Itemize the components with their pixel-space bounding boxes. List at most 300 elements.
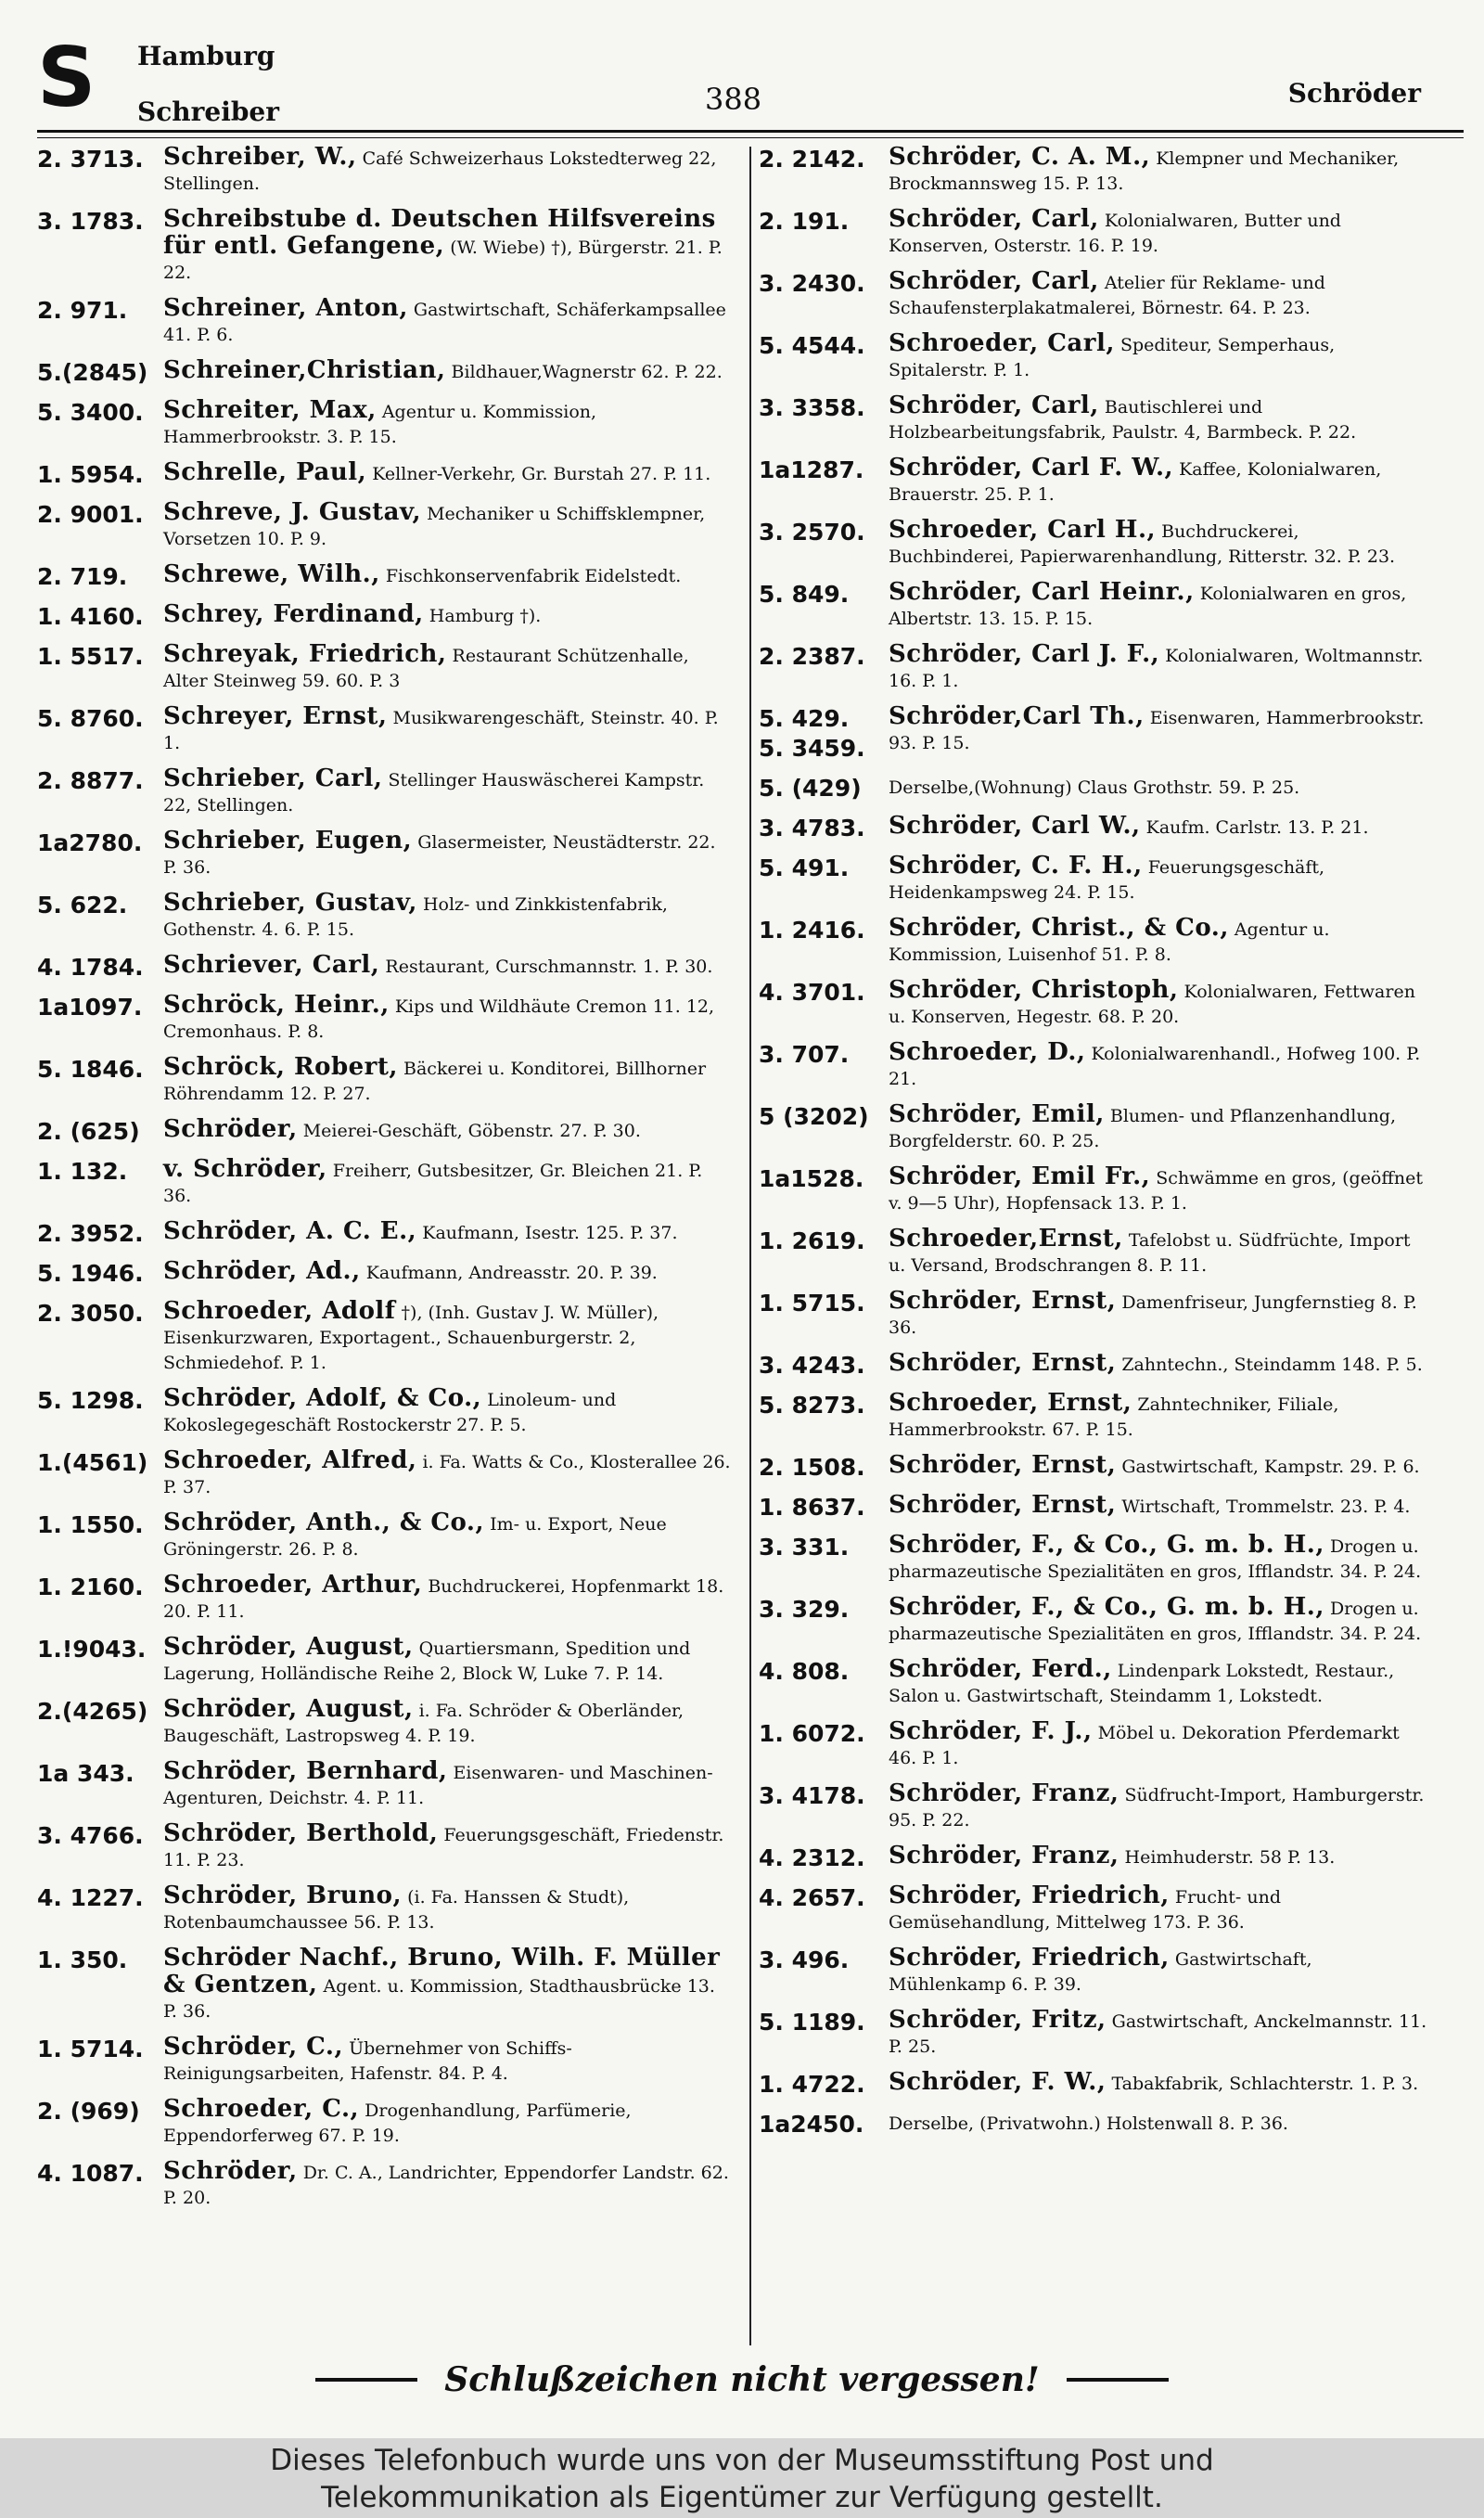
entry-text xyxy=(163,829,733,880)
subscriber-details: Drogenhandlung, Parfümerie, Eppendorferweg 67. P. 19. xyxy=(163,2100,632,2146)
phone-number: 2. 191. xyxy=(759,208,850,235)
phone-number: 1a2780. xyxy=(37,829,143,856)
directory-entry xyxy=(37,891,733,943)
subscriber-details: Heimhuderstr. 58 P. 13. xyxy=(1124,1847,1336,1868)
subscriber-name: Schroeder, Carl H., xyxy=(889,516,1157,544)
phone-number: 2. 3050. xyxy=(37,1300,144,1327)
entry-text xyxy=(889,1164,1428,1216)
subscriber-details: Gastwirtschaft, Kampstr. 29. P. 6. xyxy=(1121,1457,1420,1477)
directory-entry xyxy=(759,916,1428,968)
entry-text xyxy=(889,1102,1428,1154)
entry-text xyxy=(163,602,733,629)
subscriber-name: Schroeder, Adolf xyxy=(163,1297,396,1325)
phone-number: 1. 1550. xyxy=(37,1511,144,1538)
subscriber-name: Schreiber, W., xyxy=(163,145,357,171)
entry-text xyxy=(889,1351,1428,1378)
subscriber-details: Bäckerei u. Konditorei, Billhorner Röhrendamm 12. P. 27. xyxy=(163,1059,707,1104)
phone-number: 4. 3701. xyxy=(759,979,865,1006)
subscriber-details: Musikwarengeschäft, Steinstr. 40. P. 1. xyxy=(163,708,719,753)
subscriber-name: Schröder, xyxy=(163,1115,298,1143)
phone-number: 1. 2619. xyxy=(759,1227,865,1254)
entry-text xyxy=(163,460,733,487)
subscriber-details: Damenfriseur, Jungfernstieg 8. P. 36. xyxy=(889,1292,1417,1338)
subscriber-details: Kips und Wildhäute Cremon 11. 12, Cremonhaus. P. 8. xyxy=(163,996,715,1042)
directory-entry xyxy=(759,774,1428,803)
subscriber-name: Schröder, Bernhard, xyxy=(163,1757,448,1785)
subscriber-name: Schröder, C. A. M., xyxy=(889,145,1151,171)
directory-entry xyxy=(37,1259,733,1289)
phone-number: 1. 350. xyxy=(37,1946,128,1973)
subscriber-details: i. Fa. Watts & Co., Klosterallee 26. P. 37. xyxy=(163,1452,731,1497)
entry-text xyxy=(163,1117,733,1144)
phone-number: 1.(4561) xyxy=(37,1449,148,1476)
directory-entry xyxy=(759,1844,1428,1873)
directory-entry xyxy=(37,602,733,632)
subscriber-details: Glasermeister, Neustädterstr. 22. P. 36. xyxy=(163,832,716,878)
subscriber-details: Linoleum- und Kokoslegegeschäft Rostockerstr 27. P. 5. xyxy=(163,1390,617,1435)
subscriber-name: Schröder, Carl, xyxy=(889,205,1099,233)
directory-entry xyxy=(759,642,1428,694)
last-catchword: Schröder xyxy=(1287,78,1421,109)
phone-number: 1a1528. xyxy=(759,1165,864,1192)
phone-number: 1a2450. xyxy=(759,2111,864,2138)
entry-text xyxy=(163,1157,733,1209)
phone-number: 4. 1784. xyxy=(37,954,144,981)
phone-number: 2. 3713. xyxy=(37,146,144,173)
phone-number: 5. 4544. xyxy=(759,332,865,359)
subscriber-details: Kellner-Verkehr, Gr. Burstah 27. P. 11. xyxy=(372,464,711,484)
entry-text xyxy=(889,1844,1428,1870)
entry-text xyxy=(889,2110,1428,2137)
subscriber-name: Schrieber, Gustav, xyxy=(163,889,417,917)
subscriber-details: Eisenwaren, Hammerbrookstr. 93. P. 15. xyxy=(889,708,1425,753)
subscriber-details: (W. Wiebe) †), Bürgerstr. 21. P. 22. xyxy=(163,238,723,283)
directory-entry xyxy=(759,2070,1428,2100)
directory-entry xyxy=(37,562,733,592)
directory-entry xyxy=(37,1157,733,1209)
subscriber-details: Kolonialwarenhandl., Hofweg 100. P. 21. xyxy=(889,1044,1421,1089)
phone-number: 3. 3358. xyxy=(759,394,865,421)
phone-number: 5. 849. xyxy=(759,581,850,608)
directory-entry xyxy=(759,1453,1428,1483)
directory-entry xyxy=(37,145,733,197)
directory-entry xyxy=(37,953,733,983)
directory-entry xyxy=(37,829,733,880)
subscriber-details: Derselbe, (Privatwohn.) Holstenwall 8. P. 36. xyxy=(889,2113,1288,2134)
subscriber-name: Schreiner,Christian, xyxy=(163,356,446,384)
subscriber-name: Schröder, Ernst, xyxy=(889,1349,1117,1377)
directory-entry xyxy=(759,331,1428,383)
subscriber-details: i. Fa. Schröder & Oberländer, Baugeschäft, Lastropsweg 4. P. 19. xyxy=(163,1701,684,1746)
subscriber-details: †), (Inh. Gustav J. W. Müller), Eisenkurzwaren, Exportagent., Schauenburgerstr. 2, Schmiedehof. P. 1. xyxy=(163,1303,659,1373)
directory-entry xyxy=(37,460,733,490)
entry-text xyxy=(889,145,1428,197)
entry-text xyxy=(889,269,1428,321)
directory-entry xyxy=(759,1391,1428,1443)
subscriber-name: Schröder, Carl Heinr., xyxy=(889,578,1195,606)
entry-text xyxy=(889,1719,1428,1771)
subscriber-name: Schröder, xyxy=(163,2157,298,2185)
subscriber-details: Buchdruckerei, Hopfenmarkt 18. 20. P. 11. xyxy=(163,1576,724,1622)
first-catchword: Schreiber xyxy=(137,96,279,127)
subscriber-name: Schreve, J. Gustav, xyxy=(163,498,422,526)
entry-text xyxy=(889,393,1428,445)
entry-text xyxy=(889,1289,1428,1341)
subscriber-details: Feuerungsgeschäft, Friedenstr. 11. P. 23. xyxy=(163,1825,724,1870)
entry-text xyxy=(163,1386,733,1438)
entry-text xyxy=(163,766,733,818)
directory-entry xyxy=(759,1883,1428,1935)
subscriber-details: Buchdruckerei, Buchbinderei, Papierwarenhandlung, Ritterstr. 32. P. 23. xyxy=(889,521,1396,567)
left-column xyxy=(37,145,733,2334)
directory-entry xyxy=(37,993,733,1045)
phone-number: 3. 329. xyxy=(759,1596,850,1623)
subscriber-name: Schröder, Emil, xyxy=(889,1100,1105,1128)
subscriber-details: Hamburg †). xyxy=(429,606,542,626)
entry-text xyxy=(889,456,1428,507)
entry-text xyxy=(889,2070,1428,2097)
subscriber-name: Schröder, Bruno, xyxy=(163,1882,403,1909)
page-number: 388 xyxy=(705,82,762,117)
entry-text xyxy=(163,562,733,589)
phone-number: 2. (969) xyxy=(37,2098,140,2125)
subscriber-details: Freiherr, Gutsbesitzer, Gr. Bleichen 21. P. 36. xyxy=(163,1161,703,1206)
subscriber-details: (i. Fa. Hanssen & Studt), Rotenbaumchaussee 56. P. 13. xyxy=(163,1887,630,1933)
entry-text xyxy=(889,854,1428,906)
directory-entry xyxy=(37,1946,733,2024)
subscriber-details: Atelier für Reklame- und Schaufensterplakatmalerei, Börnestr. 64. P. 23. xyxy=(889,273,1325,318)
phone-number: 1. 4722. xyxy=(759,2071,865,2098)
entry-text xyxy=(163,1448,733,1500)
directory-entry xyxy=(37,1883,733,1935)
phone-number: 4. 1087. xyxy=(37,2160,144,2187)
subscriber-name: Schröder, Friedrich, xyxy=(889,1882,1170,1909)
phone-number: 1. 8637. xyxy=(759,1494,865,1521)
subscriber-details: Zahntechniker, Filiale, Hammerbrookstr. 67. P. 15. xyxy=(889,1394,1339,1440)
phone-number: 3. 331. xyxy=(759,1534,850,1561)
directory-entry xyxy=(37,704,733,756)
entry-text xyxy=(163,2035,733,2087)
directory-entry xyxy=(37,398,733,450)
directory-entry xyxy=(759,1595,1428,1647)
entry-text xyxy=(163,296,733,348)
subscriber-name: Schröder, F., & Co., G. m. b. H., xyxy=(889,1593,1324,1621)
directory-entry xyxy=(37,1759,733,1811)
subscriber-name: Schroeder, Arthur, xyxy=(163,1571,423,1599)
phone-number: 2. 2142. xyxy=(759,146,865,173)
subscriber-details: Agentur u. Kommission, Hammerbrookstr. 3. P. 15. xyxy=(163,402,597,447)
subscriber-details: Drogen u. pharmazeutische Spezialitäten en gros, Ifflandstr. 34. P. 24. xyxy=(889,1599,1422,1644)
right-column xyxy=(759,145,1428,2334)
subscriber-name: Schröder, Ernst, xyxy=(889,1491,1117,1519)
directory-entry xyxy=(759,518,1428,570)
phone-number: 1a 343. xyxy=(37,1760,134,1787)
subscriber-details: Südfrucht-Import, Hamburgerstr. 95. P. 22. xyxy=(889,1785,1425,1831)
entry-text xyxy=(889,1883,1428,1935)
directory-entry xyxy=(37,1386,733,1438)
subscriber-name: Schröder, Christ., & Co., xyxy=(889,914,1229,942)
entry-text xyxy=(163,993,733,1045)
subscriber-name: Schröder, Fritz, xyxy=(889,2006,1107,2034)
subscriber-name: Schröder, A. C. E., xyxy=(163,1217,417,1245)
phone-number: 4. 2657. xyxy=(759,1884,865,1911)
phone-number: 3. 1783. xyxy=(37,208,144,235)
subscriber-details: Tabakfabrik, Schlachterstr. 1. P. 3. xyxy=(1111,2074,1419,2094)
slogan-rule-left xyxy=(315,2378,417,2382)
subscriber-name: Schröder, Friedrich, xyxy=(889,1944,1170,1972)
subscriber-name: Schröder, Carl, xyxy=(889,267,1099,295)
subscriber-details: Fischkonservenfabrik Eidelstedt. xyxy=(385,566,682,586)
directory-entry xyxy=(37,642,733,694)
phone-number: 1. 5715. xyxy=(759,1290,865,1317)
subscriber-name: Schrelle, Paul, xyxy=(163,458,367,486)
directory-entry xyxy=(37,1510,733,1562)
directory-entry xyxy=(759,1719,1428,1771)
phone-number: 2. (625) xyxy=(37,1118,140,1145)
phone-number: 5. 1846. xyxy=(37,1056,144,1083)
subscriber-details: Restaurant Schützenhalle, Alter Steinweg 59. 60. P. 3 xyxy=(163,646,689,691)
phone-number: 5. (429) xyxy=(759,775,862,802)
subscriber-name: Schröder, Anth., & Co., xyxy=(163,1509,485,1536)
subscriber-details: Drogen u. pharmazeutische Spezialitäten en gros, Ifflandstr. 34. P. 24. xyxy=(889,1536,1422,1582)
page-header xyxy=(0,0,1484,148)
subscriber-name: Schroeder,Ernst, xyxy=(889,1225,1123,1253)
subscriber-name: Schröder, Ferd., xyxy=(889,1655,1112,1683)
phone-number: 2. 971. xyxy=(37,297,128,324)
subscriber-details: Kaufmann, Andreasstr. 20. P. 39. xyxy=(365,1263,658,1283)
directory-entry xyxy=(759,456,1428,507)
directory-entry xyxy=(37,1573,733,1625)
directory-entry xyxy=(759,1040,1428,1092)
entry-text xyxy=(163,1259,733,1286)
notice-line-1: Dieses Telefonbuch wurde uns von der Museumsstiftung Post und xyxy=(270,2444,1214,2477)
subscriber-name: Schröder Nachf., Bruno, Wilh. F. Müller & Gentzen, xyxy=(163,1944,721,1998)
phone-number: 5. 622. xyxy=(37,892,128,919)
subscriber-name: Schröder, Emil Fr., xyxy=(889,1163,1151,1190)
directory-entry xyxy=(37,2035,733,2087)
directory-entry xyxy=(759,1781,1428,1833)
subscriber-details: Wirtschaft, Trommelstr. 23. P. 4. xyxy=(1121,1497,1411,1517)
subscriber-details: Gastwirtschaft, Anckelmannstr. 11. P. 25. xyxy=(889,2011,1427,2057)
entry-text xyxy=(889,1946,1428,1998)
subscriber-details: Holz- und Zinkkistenfabrik, Gothenstr. 4. 6. P. 15. xyxy=(163,894,668,940)
entry-text xyxy=(163,1697,733,1749)
subscriber-details: Meierei-Geschäft, Göbenstr. 27. P. 30. xyxy=(302,1121,641,1141)
subscriber-name: Schröder, Ernst, xyxy=(889,1451,1117,1479)
phone-number: 1.!9043. xyxy=(37,1636,147,1663)
subscriber-details: Kaufm. Carlstr. 13. P. 21. xyxy=(1145,817,1369,838)
slogan-text: Schlußzeichen nicht vergessen! xyxy=(444,2360,1040,2399)
subscriber-details: Kolonialwaren, Woltmannstr. 16. P. 1. xyxy=(889,646,1424,691)
subscriber-details: Bautischlerei und Holzbearbeitungsfabrik, Paulstr. 4, Barmbeck. P. 22. xyxy=(889,397,1357,443)
phone-number: 3. 4766. xyxy=(37,1822,144,1849)
phone-number: 1. 4160. xyxy=(37,603,144,630)
phone-number: 5. 1946. xyxy=(37,1260,144,1287)
directory-entry xyxy=(759,1289,1428,1341)
phone-number: 2. 719. xyxy=(37,563,128,590)
entry-text xyxy=(163,1883,733,1935)
directory-entry xyxy=(37,1219,733,1249)
entry-text xyxy=(889,1533,1428,1585)
subscriber-name: Schröder, F. J., xyxy=(889,1717,1093,1745)
directory-entry xyxy=(37,1635,733,1687)
phone-number: 3. 4783. xyxy=(759,815,865,841)
subscriber-details: Agentur u. Kommission, Luisenhof 51. P. 8. xyxy=(889,919,1330,965)
subscriber-name: Schreyak, Friedrich, xyxy=(163,640,447,668)
phone-number: 3. 2430. xyxy=(759,270,865,297)
phone-number: 5.(2845) xyxy=(37,359,148,386)
directory-entry xyxy=(759,2008,1428,2060)
subscriber-name: Schroeder, D., xyxy=(889,1038,1086,1066)
entry-text xyxy=(889,978,1428,1030)
subscriber-name: Schrieber, Eugen, xyxy=(163,827,413,854)
subscriber-name: Schriever, Carl, xyxy=(163,951,380,979)
subscriber-name: Schröder,Carl Th., xyxy=(889,702,1145,730)
phone-number: 1a1287. xyxy=(759,456,864,483)
entry-text xyxy=(163,1510,733,1562)
entry-text xyxy=(889,1391,1428,1443)
column-divider xyxy=(749,147,751,2345)
entry-text xyxy=(163,891,733,943)
entry-text xyxy=(163,1573,733,1625)
subscriber-details: Derselbe,(Wohnung) Claus Grothstr. 59. P. 25. xyxy=(889,777,1300,798)
subscriber-details: Mechaniker u Schiffsklempner, Vorsetzen 10. P. 9. xyxy=(163,504,706,549)
entry-text xyxy=(163,1055,733,1107)
footer-slogan xyxy=(0,2360,1484,2399)
phone-number: 2. 1508. xyxy=(759,1454,865,1481)
entry-text xyxy=(163,1299,733,1376)
subscriber-details: Bildhauer,Wagnerstr 62. P. 22. xyxy=(451,362,723,382)
phone-number: 5. 8760. xyxy=(37,705,144,732)
phone-number: 5. 429. 5. 3459. xyxy=(759,705,865,762)
subscriber-name: Schrey, Ferdinand, xyxy=(163,600,424,628)
phone-number: 1a1097. xyxy=(37,994,143,1021)
phone-number: 1. 5517. xyxy=(37,643,144,670)
subscriber-name: Schröder, F., & Co., G. m. b. H., xyxy=(889,1531,1324,1559)
phone-number: 4. 808. xyxy=(759,1658,850,1685)
subscriber-name: Schreibstube d. Deutschen Hilfsvereins für entl. Gefangene, xyxy=(163,205,716,260)
city-name: Hamburg xyxy=(137,41,275,71)
entry-text xyxy=(889,331,1428,383)
subscriber-name: Schröder, C. F. H., xyxy=(889,852,1143,880)
entry-text xyxy=(163,500,733,552)
subscriber-name: Schröder, Carl W., xyxy=(889,812,1141,840)
directory-entry xyxy=(759,814,1428,843)
phone-number: 3. 707. xyxy=(759,1041,850,1068)
entry-text xyxy=(889,704,1428,756)
phone-number: 5. 8273. xyxy=(759,1392,865,1419)
phone-number: 1. 132. xyxy=(37,1158,128,1185)
directory-entry xyxy=(37,1117,733,1147)
directory-entry xyxy=(37,207,733,286)
directory-entry xyxy=(37,2159,733,2211)
subscriber-name: Schröder, August, xyxy=(163,1695,414,1723)
header-rule-thin xyxy=(37,137,1464,138)
subscriber-name: Schröder, F. W., xyxy=(889,2068,1107,2096)
subscriber-name: Schrieber, Carl, xyxy=(163,764,383,792)
subscriber-details: Agent. u. Kommission, Stadthausbrücke 13. P. 36. xyxy=(163,1976,715,2022)
entry-text xyxy=(889,642,1428,694)
subscriber-name: Schröder, Ernst, xyxy=(889,1287,1117,1315)
phone-number: 2.(4265) xyxy=(37,1698,148,1725)
phone-number: 5 (3202) xyxy=(759,1103,869,1130)
subscriber-details: Dr. C. A., Landrichter, Eppendorfer Landstr. 62. P. 20. xyxy=(163,2163,729,2208)
entry-text xyxy=(163,1821,733,1873)
phone-number: 2. 8877. xyxy=(37,767,144,794)
entry-text xyxy=(163,1759,733,1811)
entry-text xyxy=(889,2008,1428,2060)
directory-entry xyxy=(759,145,1428,197)
subscriber-name: Schröder, Christoph, xyxy=(889,976,1179,1004)
directory-entry xyxy=(759,704,1428,764)
subscriber-details: Gastwirtschaft, Mühlenkamp 6. P. 39. xyxy=(889,1949,1312,1995)
directory-entry xyxy=(37,358,733,388)
phone-number: 5. 1189. xyxy=(759,2009,865,2036)
phone-number: 3. 4243. xyxy=(759,1352,865,1379)
directory-entry xyxy=(759,207,1428,259)
entry-text xyxy=(889,1781,1428,1833)
entry-text xyxy=(889,207,1428,259)
notice-line-2: Telekommunikation als Eigentümer zur Verfügung gestellt. xyxy=(321,2481,1163,2514)
entry-text xyxy=(889,814,1428,841)
entry-text xyxy=(163,398,733,450)
subscriber-name: Schröder, Adolf, & Co., xyxy=(163,1384,482,1412)
directory-entry xyxy=(759,580,1428,632)
phone-number: 3. 2570. xyxy=(759,519,865,546)
directory-entry xyxy=(37,1055,733,1107)
entry-text xyxy=(163,1946,733,2024)
entry-text xyxy=(163,358,733,385)
entry-text xyxy=(163,207,733,286)
subscriber-name: Schröder, Franz, xyxy=(889,1779,1119,1807)
entry-text xyxy=(889,1453,1428,1480)
phone-number: 2. 3952. xyxy=(37,1220,144,1247)
subscriber-details: Quartiersmann, Spedition und Lagerung, Holländische Reihe 2, Block W, Luke 7. P. 14. xyxy=(163,1638,691,1684)
entry-text xyxy=(163,704,733,756)
phone-number: 1. 5714. xyxy=(37,2036,144,2062)
subscriber-details: Klempner und Mechaniker, Brockmannsweg 15. P. 13. xyxy=(889,148,1400,194)
entry-text xyxy=(889,1227,1428,1278)
subscriber-name: Schröder, Ad., xyxy=(163,1257,361,1285)
subscriber-name: Schroeder, Carl, xyxy=(889,329,1115,357)
directory-entry xyxy=(759,978,1428,1030)
subscriber-name: Schröder, Carl F. W., xyxy=(889,454,1174,482)
phone-number: 4. 1227. xyxy=(37,1884,144,1911)
subscriber-details: Kolonialwaren, Fettwaren u. Konserven, Hegestr. 68. P. 20. xyxy=(889,982,1415,1027)
subscriber-details: Frucht- und Gemüsehandlung, Mittelweg 173. P. 36. xyxy=(889,1887,1282,1933)
entry-text xyxy=(889,1493,1428,1520)
subscriber-name: Schroeder, Alfred, xyxy=(163,1446,417,1474)
subscriber-name: Schröck, Robert, xyxy=(163,1053,398,1081)
entry-text xyxy=(163,2159,733,2211)
phone-number: 4. 2312. xyxy=(759,1844,865,1871)
entry-text xyxy=(889,916,1428,968)
subscriber-details: Im- u. Export, Neue Gröningerstr. 26. P. 8. xyxy=(163,1514,667,1560)
phone-number: 1. 2416. xyxy=(759,917,865,944)
subscriber-name: Schröder, August, xyxy=(163,1633,414,1661)
phone-number: 1. 2160. xyxy=(37,1574,144,1600)
subscriber-details: Gastwirtschaft, Schäferkampsallee 41. P. 6. xyxy=(163,300,726,345)
subscriber-details: Lindenpark Lokstedt, Restaur., Salon u. Gastwirtschaft, Steindamm 1, Lokstedt. xyxy=(889,1661,1395,1706)
directory-entry xyxy=(759,1351,1428,1381)
subscriber-name: Schröder, Berthold, xyxy=(163,1819,439,1847)
directory-entry xyxy=(759,1657,1428,1709)
phone-number: 1. 6072. xyxy=(759,1720,865,1747)
phone-number: 2. 2387. xyxy=(759,643,865,670)
entry-text xyxy=(163,1219,733,1246)
subscriber-details: Tafelobst u. Südfrüchte, Import u. Versand, Brodschrangen 8. P. 11. xyxy=(889,1230,1411,1276)
directory-entry xyxy=(759,269,1428,321)
